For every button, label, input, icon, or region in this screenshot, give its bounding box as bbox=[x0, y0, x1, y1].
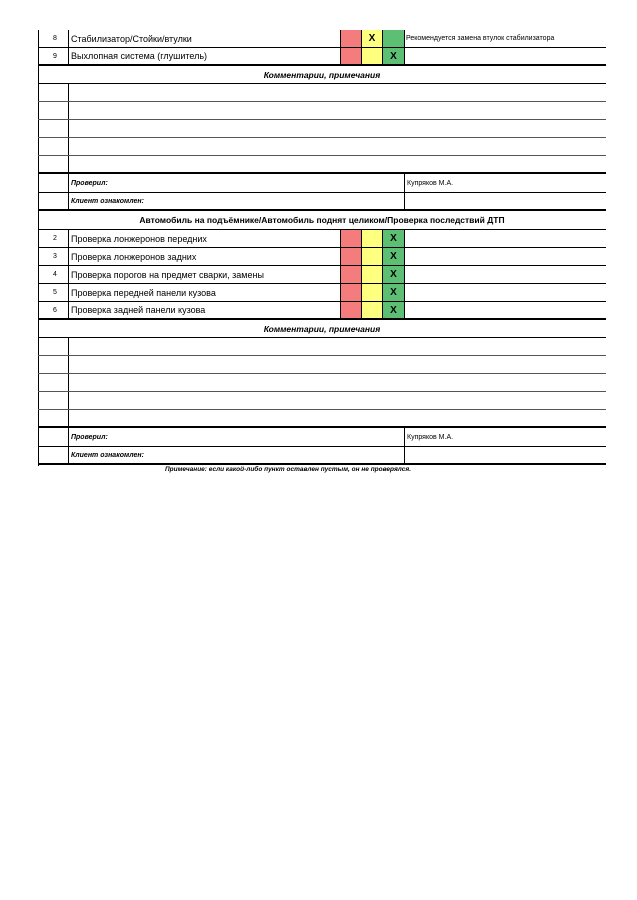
table-row bbox=[38, 284, 606, 302]
table-row bbox=[38, 48, 606, 66]
row-comment bbox=[405, 302, 606, 318]
row-description: Проверка передней панели кузова bbox=[69, 284, 341, 301]
footer-note: Примечание: если какой-либо пункт оставлен пустым, он не проверялся. bbox=[165, 466, 411, 473]
status-yellow-cell[interactable] bbox=[362, 230, 383, 247]
comment-line-number-cell bbox=[42, 156, 69, 172]
status-green-cell[interactable]: X bbox=[383, 266, 405, 283]
comment-line-number-cell bbox=[42, 374, 69, 391]
comment-line-number-cell bbox=[42, 392, 69, 409]
section-title-text: Автомобиль на подъёмнике/Автомобиль поднят целиком/Проверка последствий ДТП bbox=[139, 215, 505, 225]
signature-number-cell bbox=[42, 193, 69, 209]
comment-line[interactable] bbox=[38, 120, 606, 138]
status-green-cell[interactable]: X bbox=[383, 284, 405, 301]
client-acknowledged-row bbox=[38, 193, 606, 211]
row-description: Проверка лонжеронов задних bbox=[69, 248, 341, 265]
signature-number-cell bbox=[42, 447, 69, 463]
comment-line-number-cell bbox=[42, 84, 69, 101]
status-yellow-cell[interactable] bbox=[362, 248, 383, 265]
comment-line-number-cell bbox=[42, 102, 69, 119]
status-green-cell[interactable]: X bbox=[383, 302, 405, 318]
comment-line-number-cell bbox=[42, 338, 69, 355]
checked-by-value[interactable]: Купряков М.А. bbox=[407, 433, 454, 441]
row-comment bbox=[405, 230, 606, 247]
comment-line-number-cell bbox=[42, 138, 69, 155]
status-yellow-cell[interactable]: X bbox=[362, 30, 383, 47]
status-red-cell[interactable] bbox=[341, 48, 362, 64]
comment-line-number-cell bbox=[42, 356, 69, 373]
checked-by-value[interactable]: Купряков М.А. bbox=[407, 179, 454, 187]
row-number: 5 bbox=[42, 284, 69, 301]
table-row bbox=[38, 302, 606, 320]
row-comment bbox=[405, 284, 606, 301]
row-description: Стабилизатор/Стойки/втулки bbox=[69, 30, 341, 47]
row-number: 3 bbox=[42, 248, 69, 265]
comment-line-number-cell bbox=[42, 120, 69, 137]
checked-by-label: Проверил: bbox=[69, 428, 405, 446]
status-red-cell[interactable] bbox=[341, 302, 362, 318]
table-row bbox=[38, 248, 606, 266]
status-red-cell[interactable] bbox=[341, 30, 362, 47]
status-green-cell[interactable]: X bbox=[383, 248, 405, 265]
signature-number-cell bbox=[42, 174, 69, 192]
status-yellow-cell[interactable] bbox=[362, 266, 383, 283]
checked-by-row bbox=[38, 428, 606, 447]
row-number: 8 bbox=[42, 30, 69, 47]
status-yellow-cell[interactable] bbox=[362, 284, 383, 301]
row-description: Выхлопная система (глушитель) bbox=[69, 48, 341, 64]
table-row bbox=[38, 230, 606, 248]
status-red-cell[interactable] bbox=[341, 230, 362, 247]
row-number: 2 bbox=[42, 230, 69, 247]
client-signature-field[interactable] bbox=[405, 447, 606, 463]
status-red-cell[interactable] bbox=[341, 266, 362, 283]
comment-line[interactable] bbox=[38, 338, 606, 356]
comments-header: Комментарии, примечания bbox=[38, 320, 606, 338]
status-green-cell[interactable]: X bbox=[383, 48, 405, 64]
status-green-cell[interactable]: X bbox=[383, 230, 405, 247]
client-acknowledged-row bbox=[38, 447, 606, 465]
checked-by-row bbox=[38, 174, 606, 193]
row-comment bbox=[405, 48, 606, 64]
row-comment bbox=[405, 248, 606, 265]
client-acknowledged-label: Клиент ознакомлен: bbox=[69, 193, 405, 209]
table-row bbox=[38, 30, 606, 48]
row-description: Проверка лонжеронов передних bbox=[69, 230, 341, 247]
row-description: Проверка порогов на предмет сварки, замены bbox=[69, 266, 341, 283]
client-acknowledged-label: Клиент ознакомлен: bbox=[69, 447, 405, 463]
comment-line[interactable] bbox=[38, 84, 606, 102]
row-comment: Рекомендуется замена втулок стабилизатора bbox=[406, 35, 555, 42]
table-row bbox=[38, 266, 606, 284]
row-description: Проверка задней панели кузова bbox=[69, 302, 341, 318]
status-yellow-cell[interactable] bbox=[362, 302, 383, 318]
checked-by-label: Проверил: bbox=[69, 174, 405, 192]
status-red-cell[interactable] bbox=[341, 248, 362, 265]
comments-header: Комментарии, примечания bbox=[38, 66, 606, 84]
comment-line[interactable] bbox=[38, 410, 606, 428]
section-title bbox=[38, 211, 606, 230]
comment-line[interactable] bbox=[38, 392, 606, 410]
signature-number-cell bbox=[42, 428, 69, 446]
comment-line-number-cell bbox=[42, 410, 69, 426]
status-yellow-cell[interactable] bbox=[362, 48, 383, 64]
status-green-cell[interactable] bbox=[383, 30, 405, 47]
comment-line[interactable] bbox=[38, 102, 606, 120]
row-number: 9 bbox=[42, 48, 69, 64]
row-number: 4 bbox=[42, 266, 69, 283]
row-number: 6 bbox=[42, 302, 69, 318]
comment-line[interactable] bbox=[38, 156, 606, 174]
comment-line[interactable] bbox=[38, 374, 606, 392]
row-comment bbox=[405, 266, 606, 283]
inspection-sheet bbox=[38, 30, 606, 465]
comment-line[interactable] bbox=[38, 138, 606, 156]
client-signature-field[interactable] bbox=[405, 193, 606, 209]
comment-line[interactable] bbox=[38, 356, 606, 374]
status-red-cell[interactable] bbox=[341, 284, 362, 301]
